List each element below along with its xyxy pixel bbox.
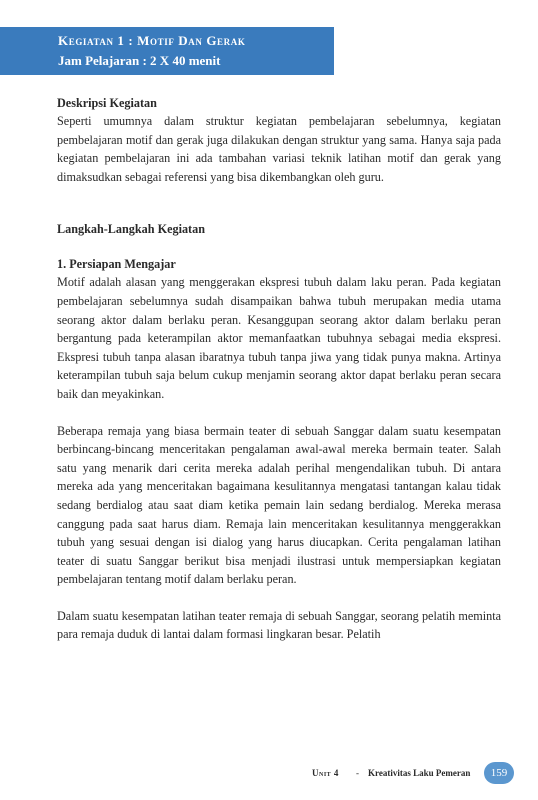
activity-header-bar bbox=[0, 27, 334, 75]
step1-heading: 1. Persiapan Mengajar bbox=[57, 257, 176, 272]
lesson-hours: Jam Pelajaran : 2 X 40 menit bbox=[58, 53, 221, 68]
description-paragraph: Seperti umumnya dalam struktur kegiatan pembelajaran sebelumnya, kegiatan pembelajaran motif dan gerak juga dilakukan dengan struktur yang sama. Hanya saja pada kegiatan pembelajaran ini ada tambahan variasi teknik latihan motif dan gerak yang dimaksudkan sebagai referensi yang bisa dikembangkan oleh guru. bbox=[57, 114, 501, 184]
page-footer bbox=[0, 762, 538, 786]
footer-separator: - bbox=[356, 768, 359, 778]
step1-paragraph-1: Motif adalah alasan yang menggerakan ekspresi tubuh dalam laku peran. Pada kegiatan pembelajaran sebelumnya sudah disampaikan bahwa tubuh merupakan media utama seorang aktor dalam berlaku peran. Kesanggupan seorang aktor dalam berlaku peran bergantung pada keterampilan aktor memanfaatkan tubuhnya sebagai media ekspresi. Ekspresi tubuh tanpa alasan ibaratnya tubuh tanpa jiwa yang tidak punya makna. Artinya keterampilan tubuh saja belum cukup menjamin seorang aktor dapat berlaku peran secara baik dan meyakinkan. bbox=[57, 275, 501, 401]
footer-unit-title: Kreativitas Laku Pemeran bbox=[368, 768, 471, 778]
page-number-badge: 159 bbox=[484, 762, 514, 784]
steps-heading: Langkah-Langkah Kegiatan bbox=[57, 222, 205, 237]
step1-paragraph-2: Beberapa remaja yang biasa bermain teater di sebuah Sanggar dalam suatu kesempatan berbincang-bincang menceritakan pengalaman awal-awal mereka bermain teater. Salah satu yang menarik dari cerita mereka adalah perihal mengendalikan tubuh. Di antara mereka ada yang menceritakan bagaimana kesulitannya mengatasi tantangan kalau tidak sedang berdialog atau saat diam ketika pemain lain sedang berdialog. Mereka merasa canggung pada saat harus diam. Remaja lain menceritakan kesulitannya menggerakkan tubuh yang sesuai dengan isi dialog yang harus diucapkan. Cerita pengalaman latihan teater di suatu Sanggar berikut bisa menjadi ilustrasi untuk mempersiapkan kegiatan pembelajaran tentang motif dalam berlaku peran. bbox=[57, 423, 501, 587]
page-content bbox=[57, 94, 501, 644]
activity-title: Kegiatan 1 : Motif Dan Gerak bbox=[58, 33, 246, 48]
footer-unit-label: Unit 4 bbox=[312, 768, 339, 778]
description-heading: Deskripsi Kegiatan bbox=[57, 96, 157, 110]
step1-paragraph-3: Dalam suatu kesempatan latihan teater remaja di sebuah Sanggar, seorang pelatih meminta para remaja duduk di lantai dalam formasi lingkaran besar. Pelatih bbox=[57, 608, 501, 642]
